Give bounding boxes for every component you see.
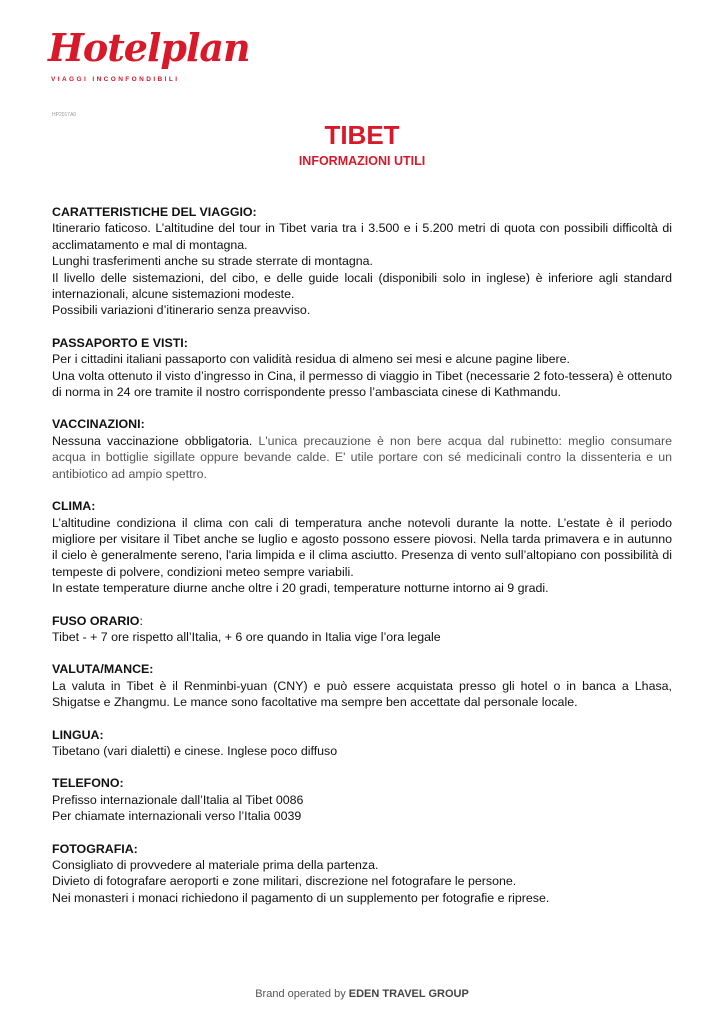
paragraph: Per chiamate internazionali verso l’Italia 0039 xyxy=(52,809,302,824)
paragraph: Lunghi trasferimenti anche su strade sterrate di montagna. xyxy=(52,254,373,269)
footer-prefix: Brand operated by xyxy=(255,988,349,1000)
paragraph: Una volta ottenuto il visto d’ingresso in Cina, il permesso di viaggio in Tibet (necessarie 2 foto-tessera) è ottenuto di norma in 24 ore tramite il nostro corrispondente presso l’ambasciata cinese di Kathmandu. xyxy=(52,368,672,400)
paragraph-rest: L'unica precauzione è non bere acqua dal rubinetto: meglio consumare acqua in bottiglie sigillate oppure bevande calde. E' utile portare con sé medicinali contro la dissenteria e un antibiotico ad ampio spettro. xyxy=(52,433,672,481)
paragraph: Prefisso internazionale dall’Italia al Tibet 0086 xyxy=(52,792,304,807)
section-heading: VALUTA/MANCE: xyxy=(52,662,154,677)
section-heading: TELEFONO: xyxy=(52,776,124,791)
document-code: HP2017A0 xyxy=(52,112,77,118)
section-heading: CLIMA: xyxy=(52,499,96,514)
logo-wordmark: Hotelplan xyxy=(48,25,250,70)
paragraph: Tibet - + 7 ore rispetto all’Italia, + 6 ore quando in Italia vige l’ora legale xyxy=(52,629,441,644)
section-passaporto xyxy=(52,335,672,401)
paragraph-lead: Nessuna vaccinazione obbligatoria. xyxy=(52,433,253,448)
logo-tagline: VIAGGI INCONFONDIBILI xyxy=(51,76,180,83)
section-heading: LINGUA: xyxy=(52,727,104,742)
section-heading: VACCINAZIONI: xyxy=(52,417,145,432)
paragraph: Il livello delle sistemazioni, del cibo, e delle guide locali (disponibili solo in inglese) è inferiore agli standard internazionali, alcune sistemazioni modeste. xyxy=(52,270,672,302)
paragraph: Per i cittadini italiani passaporto con validità residua di almeno sei mesi e alcune pagine libere. xyxy=(52,352,570,367)
section-heading-colon: : xyxy=(139,613,143,628)
footer xyxy=(0,988,724,1000)
paragraph: Possibili variazioni d’itinerario senza preavviso. xyxy=(52,303,311,318)
document-body xyxy=(52,204,672,922)
section-valuta xyxy=(52,661,672,710)
section-heading: FOTOGRAFIA: xyxy=(52,841,138,856)
paragraph: Consigliato di provvedere al materiale prima della partenza. xyxy=(52,858,379,872)
section-heading-text: FUSO ORARIO xyxy=(52,613,140,628)
section-telefono xyxy=(52,775,672,824)
paragraph: In estate temperature diurne anche oltre i 20 gradi, temperature notturne intorno ai 9 gradi. xyxy=(52,581,549,596)
brand-logo xyxy=(48,25,250,83)
section-fotografia xyxy=(52,841,672,907)
paragraph: L’altitudine condiziona il clima con cali di temperatura anche notevoli durante la notte. L’estate è il periodo migliore per visitare il Tibet anche se luglio e agosto possono essere piovosi. Nella tarda primavera e in autunno il cielo è generalmente sereno, l'aria limpida e il clima asciutto. Presenza di vento sull’altopiano con possibilità di tempeste di polvere, condizioni meteo sempre variabili. xyxy=(52,515,672,579)
footer-company: EDEN TRAVEL GROUP xyxy=(348,988,469,1000)
page-subtitle: INFORMAZIONI UTILI xyxy=(298,154,426,168)
page-title: TIBET xyxy=(324,120,400,150)
paragraph: La valuta in Tibet è il Renminbi-yuan (CNY) e può essere acquistata presso gli hotel o in banca a Lhasa, Shigatse e Zhangmu. Le mance sono facoltative ma sempre ben accettate dal personale locale. xyxy=(52,678,672,710)
section-heading: CARATTERISTICHE DEL VIAGGIO: xyxy=(52,205,257,219)
section-vaccinazioni xyxy=(52,416,672,482)
section-caratteristiche xyxy=(52,204,672,319)
paragraph: Tibetano (vari dialetti) e cinese. Inglese poco diffuso xyxy=(52,743,338,758)
paragraph xyxy=(52,433,672,482)
paragraph: Divieto di fotografare aeroporti e zone militari, discrezione nel fotografare le persone. xyxy=(52,874,517,889)
section-heading: PASSAPORTO E VISTI: xyxy=(52,335,188,350)
paragraph: Nei monasteri i monaci richiedono il pagamento di un supplemento per fotografie e riprese. xyxy=(52,890,550,905)
section-clima xyxy=(52,498,672,596)
section-lingua xyxy=(52,727,672,760)
section-fuso-orario xyxy=(52,613,672,646)
paragraph: Itinerario faticoso. L’altitudine del tour in Tibet varia tra i 3.500 e i 5.200 metri di quota con possibili difficoltà di acclimatamento e mal di montagna. xyxy=(52,221,672,252)
section-heading xyxy=(52,613,672,629)
